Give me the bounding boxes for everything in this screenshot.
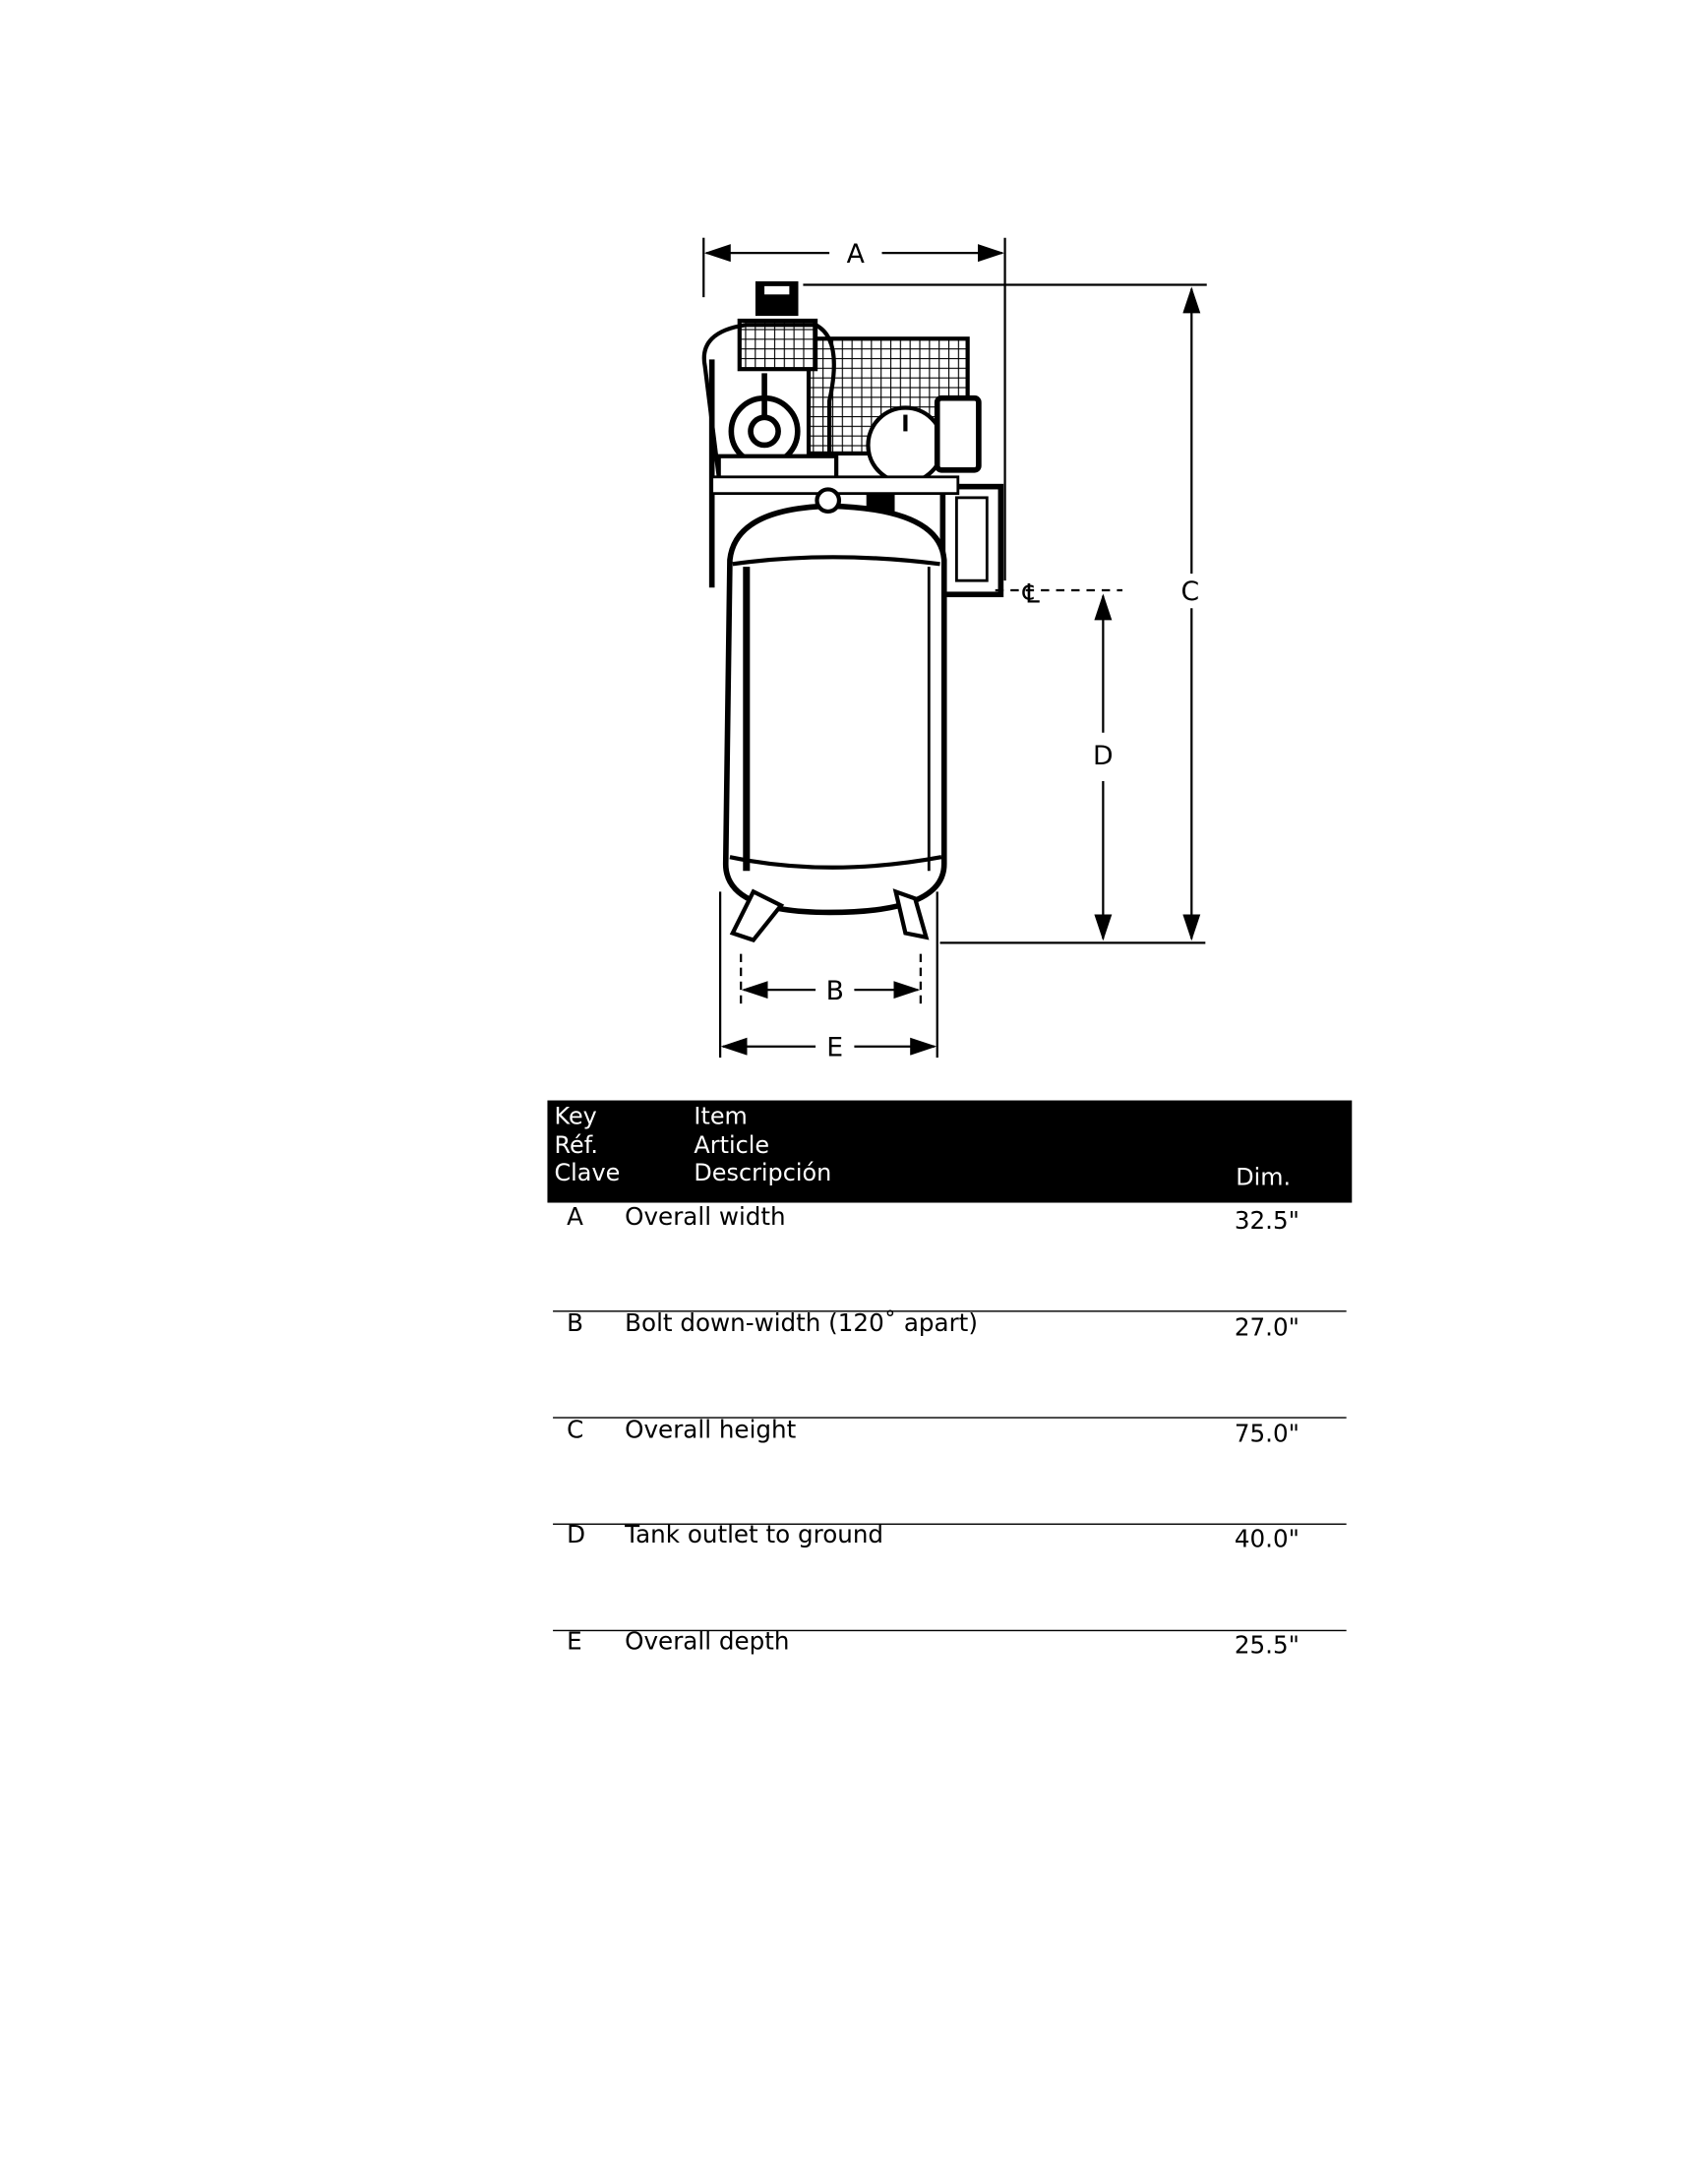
dim-label-a: A [846,238,865,270]
row-description: Overall width [625,1203,786,1233]
row-dim: 75.0" [1234,1421,1299,1449]
header-item-column [694,1103,831,1187]
table-row [553,1628,1348,1711]
row-key: C [567,1417,584,1445]
header-item-en: Item [694,1103,748,1131]
header-dim: Dim. [1236,1164,1292,1192]
dim-label-e: E [826,1032,844,1063]
air-compressor-illustration [704,283,1001,940]
row-description: Overall height [625,1417,797,1445]
dim-label-c: C [1180,576,1200,607]
row-dim: 25.5" [1234,1632,1299,1661]
row-key: A [567,1203,583,1233]
table-row [553,1522,1348,1605]
row-key: D [567,1522,586,1550]
dim-label-b: B [825,975,844,1006]
row-description: Overall depth [625,1628,790,1657]
header-key-fr: Réf. [554,1131,598,1160]
row-dim: 27.0" [1234,1314,1299,1343]
table-row [553,1310,1348,1393]
header-key-en: Key [554,1103,597,1131]
table-row [553,1417,1348,1499]
table-header [547,1101,1352,1203]
centerline-symbol: ℄ [1022,578,1040,610]
row-dim: 40.0" [1234,1526,1299,1554]
header-item-es: Descripción [694,1159,832,1188]
header-item-fr: Article [694,1131,770,1160]
row-key: E [567,1628,582,1657]
header-key-es: Clave [554,1159,621,1188]
dim-label-d: D [1093,741,1114,772]
header-key-column [554,1103,620,1187]
table-row [553,1204,1348,1287]
row-key: B [567,1310,584,1339]
row-dim: 32.5" [1234,1208,1299,1237]
row-description: Tank outlet to ground [625,1522,884,1550]
row-description: Bolt down-width (120˚ apart) [625,1310,978,1339]
